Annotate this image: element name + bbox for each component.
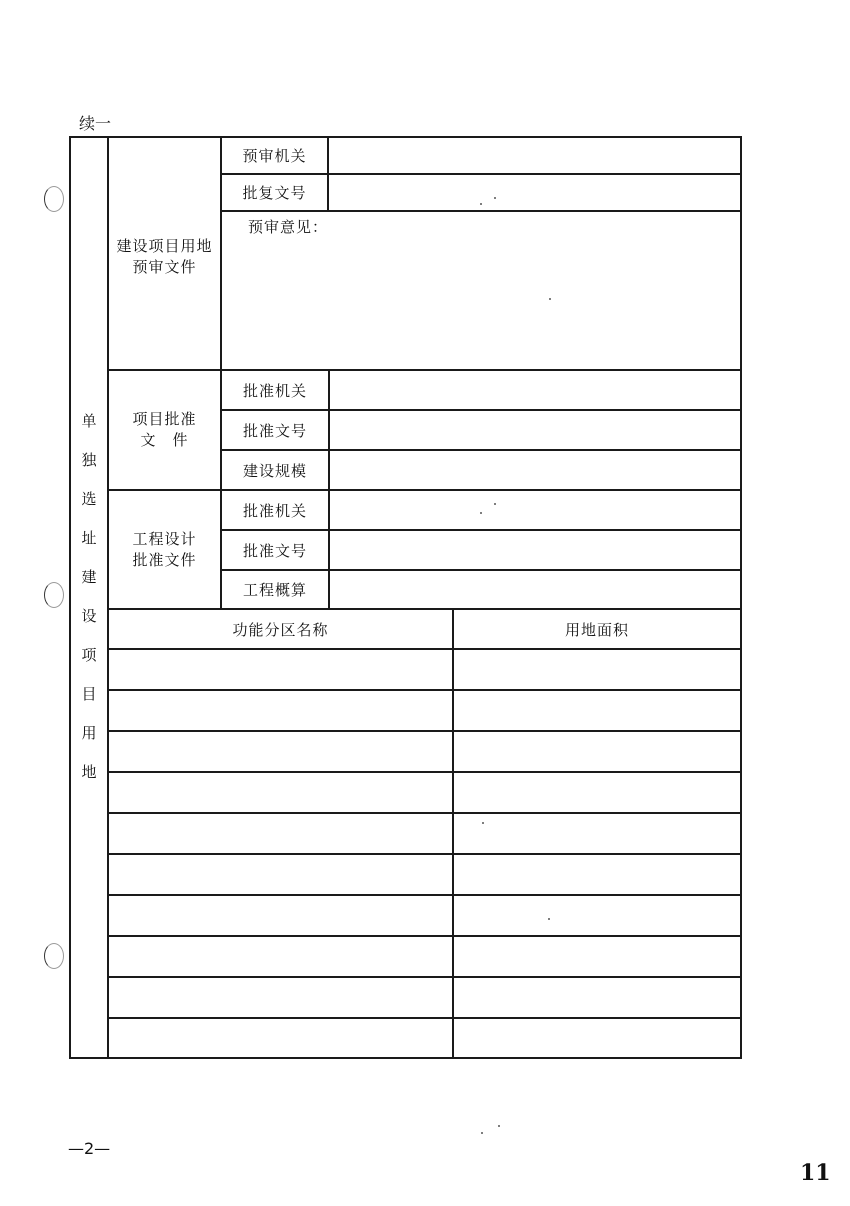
pre-review-group-label-line1: 建设项目用地: [116, 237, 213, 255]
design-approval-group-label-line2: 批准文件: [132, 550, 197, 569]
punch-hole-mark: [44, 943, 64, 969]
scan-speck: [480, 203, 482, 205]
land-area-cell[interactable]: [454, 732, 740, 771]
punch-hole-mark: [44, 186, 64, 212]
project-approval-group-label: [109, 371, 220, 489]
project-approval-authority-field[interactable]: [330, 371, 740, 409]
zone-name-cell[interactable]: [109, 732, 452, 771]
zone-name-cell[interactable]: [109, 691, 452, 730]
side-title-char: 选: [81, 490, 97, 508]
land-area-cell[interactable]: [454, 855, 740, 894]
zone-name-cell[interactable]: [109, 978, 452, 1017]
zone-name-cell[interactable]: [109, 855, 452, 894]
pre-review-authority-field[interactable]: [329, 138, 740, 173]
land-area-cell[interactable]: [454, 896, 740, 935]
scan-speck: [482, 822, 484, 824]
reply-no-field[interactable]: [329, 175, 740, 210]
land-area-cell[interactable]: [454, 773, 740, 812]
project-approval-group-label-line2: 文 件: [140, 431, 189, 449]
pre-review-authority-label: 预审机关: [242, 147, 307, 165]
construction-scale-field[interactable]: [330, 451, 740, 489]
scan-speck: [480, 512, 482, 514]
side-title-char: 项: [81, 646, 97, 664]
pre-review-group-label-line2: 预审文件: [132, 258, 197, 276]
side-title-char: 单: [81, 412, 97, 430]
land-area-cell[interactable]: [454, 650, 740, 689]
scan-speck: [549, 298, 551, 300]
land-area-header: 用地面积: [564, 620, 629, 639]
side-title-char: 设: [81, 607, 97, 625]
scan-speck: [548, 918, 550, 920]
punch-hole-mark: [44, 582, 64, 608]
side-title: [71, 402, 107, 792]
land-area-cell[interactable]: [454, 978, 740, 1017]
project-budget-label: 工程概算: [242, 581, 307, 599]
land-area-cell[interactable]: [454, 814, 740, 853]
side-title-char: 地: [81, 763, 97, 781]
land-area-cell[interactable]: [454, 691, 740, 730]
scan-speck: [494, 197, 496, 199]
side-title-char: 址: [81, 529, 97, 547]
side-title-char: 目: [81, 685, 97, 703]
pre-review-opinion-label: 预审意见：: [248, 218, 329, 236]
design-approval-authority-field[interactable]: [330, 491, 740, 529]
scan-speck: [498, 1125, 500, 1127]
zone-name-cell[interactable]: [109, 773, 452, 812]
side-title-char: 独: [81, 451, 97, 469]
design-approval-group-label-line1: 工程设计: [132, 529, 197, 548]
project-budget-field[interactable]: [330, 571, 740, 608]
side-title-char: 用: [81, 724, 97, 742]
construction-scale-label: 建设规模: [242, 461, 307, 480]
design-approval-authority-label: 批准机关: [242, 501, 307, 520]
page-number: —2—: [68, 1139, 111, 1158]
design-approval-doc-no-field[interactable]: [330, 531, 740, 569]
zone-name-cell[interactable]: [109, 896, 452, 935]
continued-label: 续一: [79, 114, 112, 133]
land-area-cell[interactable]: [454, 1019, 740, 1057]
pre-review-group-label: [109, 212, 220, 302]
zone-name-cell[interactable]: [109, 814, 452, 853]
zone-name-cell[interactable]: [109, 937, 452, 976]
design-approval-doc-no-label: 批准文号: [242, 541, 307, 560]
pre-review-opinion-field[interactable]: [222, 240, 740, 368]
project-approval-doc-no-label: 批准文号: [242, 421, 307, 440]
land-area-cell[interactable]: [454, 937, 740, 976]
design-approval-group-label: [109, 491, 220, 608]
zone-name-cell[interactable]: [109, 1019, 452, 1057]
zone-name-cell[interactable]: [109, 650, 452, 689]
project-approval-authority-label: 批准机关: [242, 381, 307, 400]
side-title-char: 建: [81, 568, 97, 586]
zone-name-header: 功能分区名称: [232, 620, 329, 639]
scan-speck: [481, 1132, 483, 1134]
scan-speck: [494, 503, 496, 505]
project-approval-group-label-line1: 项目批准: [132, 410, 197, 428]
reply-no-label: 批复文号: [242, 184, 307, 202]
project-approval-doc-no-field[interactable]: [330, 411, 740, 449]
corner-mark: 11: [800, 1160, 831, 1186]
